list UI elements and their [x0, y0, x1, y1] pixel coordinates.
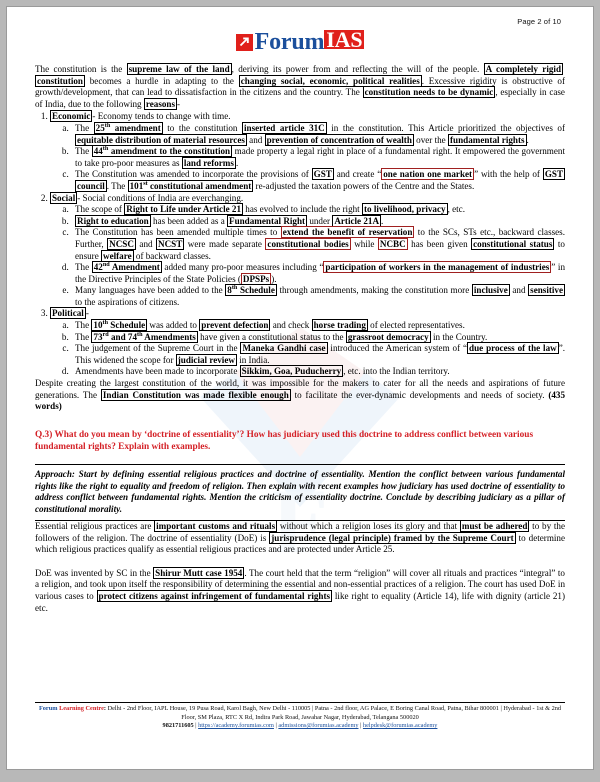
footer-contact-line — [35, 722, 565, 731]
highlight-box: inclusive — [473, 285, 508, 296]
text-run: added many pro-poor measures including “ — [161, 262, 324, 273]
highlight-box: NCBC — [379, 238, 406, 249]
text-run: of elected representatives. — [367, 320, 465, 331]
word-count: (435 words) — [35, 389, 566, 412]
a1-s3: to by the followers of the religion. The doctrine of essentiality (DoE) is — [35, 521, 565, 543]
intro-paragraph — [35, 64, 565, 110]
list-item — [71, 123, 565, 146]
section-title-1: Social — [52, 192, 76, 203]
ordinal-suffix: th — [102, 319, 109, 327]
highlight-jurisprudence: jurisprudence (legal principle) framed by the Supreme Court — [271, 532, 514, 543]
text-run: of backward classes. — [133, 250, 211, 261]
list-item — [71, 343, 565, 366]
section-title-2: Political — [52, 308, 84, 319]
footer-sep-1: | — [193, 722, 199, 730]
highlight-box: one nation one market — [383, 169, 473, 180]
text-run: was added to — [147, 320, 200, 331]
intro-s1: The constitution is the — [35, 64, 127, 74]
highlight-box: equitable distribution of material resources — [77, 134, 245, 145]
text-run: in India. — [236, 354, 270, 365]
document-page — [6, 6, 594, 770]
highlight-box: Right to Life under Article 21 — [126, 204, 242, 215]
text-run: made property a legal right in place of a fundamental right. It empowered the government to take pro-poor measures as — [75, 146, 565, 168]
footer-helpdesk-email[interactable]: helpdesk@forumias.academy — [362, 722, 438, 730]
sub-list — [50, 204, 565, 308]
highlight-box: GST council — [77, 169, 564, 191]
footer-sep-3: | — [358, 722, 363, 730]
highlight-box: NCST — [158, 238, 183, 249]
answer-paragraph-2 — [35, 568, 565, 614]
section-title-suffix: - Economy tends to change with time. — [92, 111, 231, 122]
text-run: has been given — [407, 238, 472, 249]
text-run: introduced the American system of “ — [327, 343, 468, 354]
text-run: . — [381, 215, 384, 226]
sub-list — [50, 320, 565, 378]
highlight-box: participation of workers in the management of industries — [325, 262, 550, 273]
text-run: under — [307, 215, 333, 226]
text-run: while — [350, 238, 378, 249]
reason-section — [50, 111, 565, 192]
approach-box — [35, 464, 565, 521]
text-run: have given a constitutional status to the — [197, 331, 346, 342]
list-item — [71, 169, 565, 192]
highlight-box: Fundamental Right — [229, 215, 306, 226]
text-run: The scope of — [75, 204, 125, 215]
highlight-box: 8th Schedule — [227, 284, 275, 296]
text-run: to the constitution — [162, 122, 242, 133]
footer-colon: : — [103, 705, 107, 713]
text-run: The — [75, 331, 92, 342]
footer-phone: 9821711605 — [162, 722, 194, 730]
text-run: ”. This widened the scope for — [75, 343, 565, 365]
text-run: The — [75, 146, 92, 157]
text-run: to the aspirations of citizens. — [75, 296, 180, 307]
conc-s2: to facilitate the ever-dynamic developments and needs of society. — [290, 389, 549, 400]
conclusion-paragraph — [35, 378, 565, 413]
text-run: , etc. — [447, 204, 465, 215]
text-run: to the SCs, STs etc., backward classes. Further, — [75, 227, 565, 249]
footer-sep-2: | — [273, 722, 279, 730]
a1-s1: Essential religious practices are — [35, 521, 155, 531]
arrow-up-right-icon — [236, 34, 253, 51]
highlight-box: Right to education — [77, 215, 149, 226]
page-footer — [35, 702, 565, 731]
text-run: Many languages have been added to the — [75, 285, 226, 296]
ordinal-suffix: st — [143, 179, 148, 187]
ordinal-suffix: th — [231, 284, 238, 292]
text-run: The judgement of the Supreme Court in the — [75, 343, 241, 354]
list-item — [71, 285, 565, 308]
section-title-0: Economic — [52, 111, 91, 122]
text-run: to ensure — [75, 238, 565, 261]
text-run: ” with the help of — [474, 169, 543, 180]
highlight-protect-citizens: protect citizens against infringement of fundamental rights — [98, 590, 331, 601]
highlight-box: inserted article 31C — [243, 122, 325, 133]
highlight-box: 44th amendment to the constitution — [93, 145, 231, 157]
ordinal-suffix: th — [137, 330, 143, 338]
intro-s4: . Excessive rigidity is obstructive of growth/development, that can lead to dissatisfaction in the citizens and the country. The — [35, 75, 566, 98]
a2-s2: . The court held that the term “religion” will cover all rituals and practices “integral” to a religion, and took upon itself the responsibility of determining the essential and non-essential practices of a religion. The court has used DoE in various cases to — [35, 567, 565, 601]
text-run: . — [526, 134, 529, 145]
text-run: were made separate — [184, 238, 266, 249]
ordinal-suffix: th — [104, 121, 111, 129]
highlight-rigid-constitution: A completely rigid constitution — [37, 64, 561, 86]
text-run: and check — [270, 320, 312, 331]
svg-text:F: F — [271, 470, 329, 572]
text-run: in the constitution. This Article prioritized the objectives of — [326, 122, 566, 133]
list-item — [71, 204, 565, 216]
highlight-customs-rituals: important customs and rituals — [156, 521, 276, 531]
highlight-box: DPSPs — [242, 273, 270, 284]
answer-paragraph-1 — [35, 521, 565, 556]
logo-forum-text: Forum — [254, 29, 325, 55]
text-run: Amendments have been made to incorporate — [75, 366, 240, 377]
footer-admissions-email[interactable]: admissions@forumias.academy — [278, 722, 359, 730]
a2-s1: DoE was invented by SC in the — [35, 567, 154, 578]
highlight-box: prevention of concentration of wealth — [266, 134, 412, 145]
text-run: and — [509, 285, 529, 296]
list-item — [71, 320, 565, 332]
text-run: through amendments, making the constitution more — [276, 285, 472, 296]
a2-s3: like right to equality (Article 14), life with dignity (article 21) etc. — [35, 590, 565, 613]
text-run: and — [246, 134, 265, 145]
footer-addresses: Delhi - 2nd Floor, IAPL House, 19 Pusa Road, Karol Bagh, New Delhi - 110005 | Patna - 2nd floor, AG Palace, E Boring Canal Road, Patna, Bihar 800001 | Hyderabad - 1st & 2nd Floor, SM Plaza, RTC X Rd, Indira Park Road, Jawahar Nagar, Hyderabad, Telangana 500020 — [106, 705, 562, 721]
text-run: has been added as a — [150, 215, 228, 226]
highlight-box: Maneka Gandhi case — [242, 343, 326, 354]
text-run: . — [235, 157, 239, 168]
highlight-box: to livelihood, privacy — [363, 204, 446, 215]
text-run: in the Country. — [430, 331, 488, 342]
highlight-box: constitutional bodies — [267, 238, 349, 249]
highlight-box: 42nd Amendment — [93, 261, 160, 273]
text-run: ” in the Directive Principles of the State Policies ( — [75, 262, 565, 284]
text-run: The — [75, 320, 92, 331]
list-item — [71, 146, 565, 169]
page-number: Page 2 of 10 — [517, 17, 561, 26]
highlight-box: prevent defection — [201, 320, 269, 331]
text-run: and — [135, 238, 157, 249]
ordinal-suffix: rd — [102, 330, 109, 338]
ordinal-suffix: th — [102, 145, 109, 153]
highlight-box: fundamental rights — [450, 134, 525, 145]
text-run: The — [75, 262, 92, 273]
text-run: The Constitution has been amended multiple times to — [75, 227, 281, 238]
highlight-box: sensitive — [530, 285, 564, 296]
conc-s1: Despite creating the largest constitution of the world, it was impossible for the makers to cater for all the needs and aspirations of future generations. The — [35, 378, 565, 400]
highlight-changing-realities: changing social, economic, political realities — [240, 75, 420, 86]
highlight-box: 101st constitutional amendment — [129, 179, 252, 191]
approach-text: Approach: Start by defining essential religious practices and doctrine of essentiality. Mention the conflict between various fundamental rights like the right to equality and freedom of religion. Then explain with recent examples how judiciary has used doctrine of essentiality to address conflict between fundamental rights. Mention the criticism of essentiality doctrine. Conclude by describing judiciary as a pillar of constitutional morality. — [35, 468, 565, 515]
reasons-list — [35, 111, 565, 378]
question-3: Q.3) What do you mean by ‘doctrine of essentiality’? How has judiciary used this doctrine to address conflict between various fundamental rights? Explain with examples. — [35, 429, 534, 452]
highlight-must-be-adhered: must be adhered — [461, 521, 528, 531]
text-run: , etc. into the Indian territory. — [343, 366, 450, 377]
text-run: over the — [413, 134, 448, 145]
footer-brand-learning: Learning Centre — [59, 705, 104, 713]
footer-brand-forum: Forum — [38, 705, 60, 713]
highlight-box: Sikkim, Goa, Puducherry — [241, 366, 342, 377]
highlight-box: grassroot democracy — [347, 331, 429, 342]
highlight-box: extend the benefit of reservation — [282, 227, 413, 238]
highlight-box: land reforms — [183, 157, 234, 168]
highlight-box: judicial review — [177, 354, 235, 365]
text-run: ). — [271, 273, 277, 284]
logo-ias-text: IAS — [326, 27, 363, 52]
text-run: The — [75, 122, 94, 133]
section-title-suffix: - — [85, 308, 89, 319]
highlight-flexible-enough: Indian Constitution was made flexible enough — [102, 389, 289, 400]
highlight-box: GST — [313, 169, 332, 180]
text-run: has evolved to include the right — [243, 204, 362, 215]
highlight-box: NCSC — [109, 238, 134, 249]
highlight-box: 73rd and 74th Amendments — [93, 330, 196, 342]
reason-section — [50, 308, 565, 378]
forumias-logo — [35, 27, 565, 55]
list-item — [71, 227, 565, 262]
highlight-reasons: reasons — [145, 98, 175, 109]
highlight-box: 10th Schedule — [93, 319, 146, 331]
highlight-box: horse trading — [313, 320, 366, 331]
intro-s3: becomes a hurdle in adapting to the — [84, 75, 239, 86]
a1-s2: without which a religion loses its glory and that — [277, 521, 460, 531]
highlight-shirur-mutt: Shirur Mutt case 1954 — [155, 567, 243, 578]
text-run: and create “ — [333, 169, 382, 180]
list-item — [71, 366, 565, 378]
ordinal-suffix: nd — [102, 261, 110, 269]
highlight-box: 25th amendment — [95, 121, 161, 133]
intro-s2: , deriving its power from and reflecting the will of the people. — [231, 64, 484, 74]
text-run: The Constitution was amended to incorporate the provisions of — [75, 169, 312, 180]
text-run: re-adjusted the taxation powers of the Centre and the States. — [253, 180, 475, 191]
intro-s6: - — [177, 98, 181, 109]
highlight-dynamic: constitution needs to be dynamic — [364, 87, 494, 98]
highlight-supreme-law: supreme law of the land — [128, 64, 230, 74]
highlight-box: Article 21A — [334, 215, 380, 226]
highlight-box: due process of the law — [469, 343, 557, 354]
highlight-box: constitutional status — [473, 238, 553, 249]
text-run: . The — [106, 180, 128, 191]
footer-address-line — [35, 705, 565, 722]
sub-list — [50, 123, 565, 193]
intro-s5: , especially in case of India, due to the following — [35, 87, 565, 109]
a1-s4: to determine which religious practices qualify as essential religious practices and are protected under Article 25. — [35, 532, 565, 555]
section-title-suffix: - Social conditions of India are everchanging. — [77, 192, 244, 203]
highlight-box: welfare — [103, 250, 132, 261]
list-item — [71, 262, 565, 285]
reason-section — [50, 193, 565, 309]
footer-website-link[interactable]: https://academy.forumias.com — [198, 722, 274, 730]
